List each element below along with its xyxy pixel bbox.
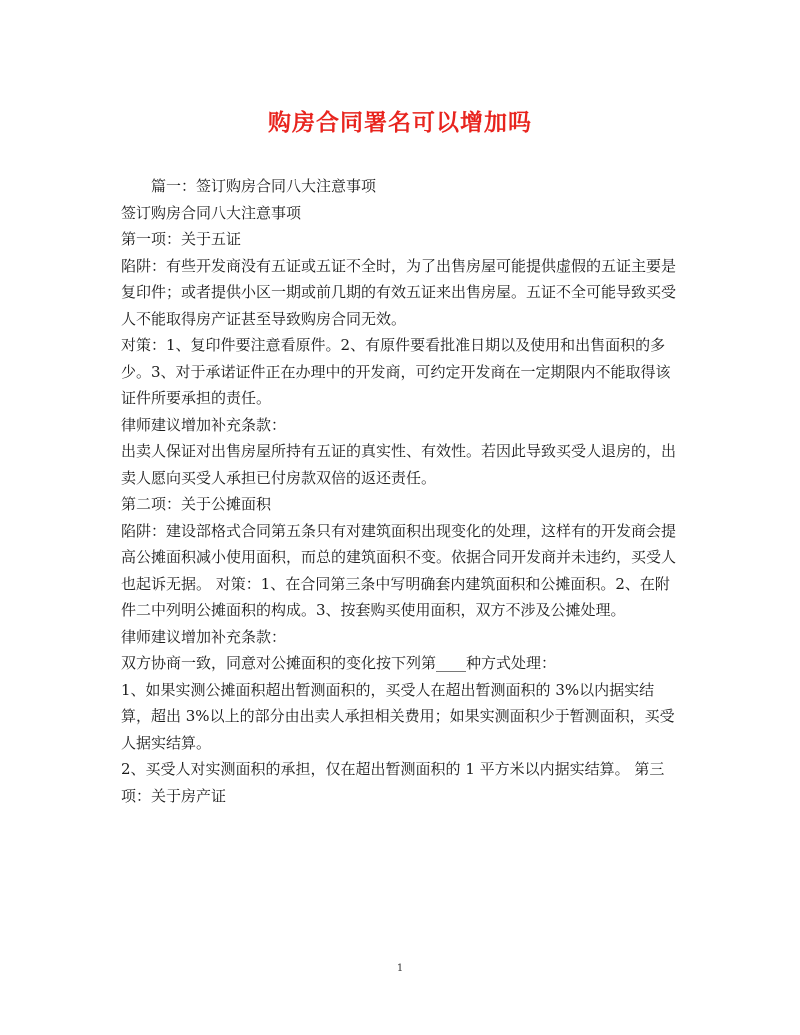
paragraph: 出卖人保证对出售房屋所持有五证的真实性、有效性。若因此导致买受人退房的，出卖人愿向买受人承担已付房款双倍的返还责任。: [121, 442, 677, 487]
paragraph: 第二项：关于公摊面积: [121, 495, 272, 513]
paragraph: 第一项：关于五证: [121, 230, 242, 248]
paragraph: 签订购房合同八大注意事项: [121, 203, 302, 222]
paragraph: 篇一：签订购房合同八大注意事项: [151, 177, 377, 195]
document-body: [121, 173, 681, 809]
paragraph: 陷阱：有些开发商没有五证或五证不全时，为了出售房屋可能提供虚假的五证主要是复印件；或者提供小区一期或前几期的有效五证来出售房屋。五证不全可能导致买受人不能取得房产证甚至导致购房合同无效。: [121, 256, 677, 328]
paragraph: 律师建议增加补充条款：: [121, 627, 287, 646]
paragraph: 2、买受人对实测面积的承担，仅在超出暂测面积的 1 平方米以内据实结算。 第三项：关于房产证: [121, 760, 665, 805]
document-title: 购房合同署名可以增加吗: [268, 110, 532, 136]
paragraph: 1、如果实测公摊面积超出暂测面积的，买受人在超出暂测面积的 3%以内据实结算，超出 3%以上的部分由出卖人承担相关费用；如果实测面积少于暂测面积，买受人据实结算。: [121, 680, 675, 752]
paragraph: 双方协商一致，同意对公摊面积的变化按下列第____种方式处理：: [121, 654, 557, 672]
paragraph: 律师建议增加补充条款：: [121, 415, 287, 434]
paragraph: 对策：1、复印件要注意看原件。2、有原件要看批准日期以及使用和出售面积的多少。3、对于承诺证件正在办理中的开发商，可约定开发商在一定期限内不能取得该证件所要承担的责任。: [121, 336, 671, 407]
page-number: 1: [396, 963, 404, 974]
paragraph: 陷阱：建设部格式合同第五条只有对建筑面积出现变化的处理，这样有的开发商会提高公摊面积减小使用面积，而总的建筑面积不变。依据合同开发商并未违约，买受人也起诉无据。 对策：1、在合同第三条中写明确套内建筑面积和公摊面积。2、在附件二中列明公摊面积的构成。3、按套购买使用面积，双方不涉及公摊处理。: [121, 521, 677, 619]
